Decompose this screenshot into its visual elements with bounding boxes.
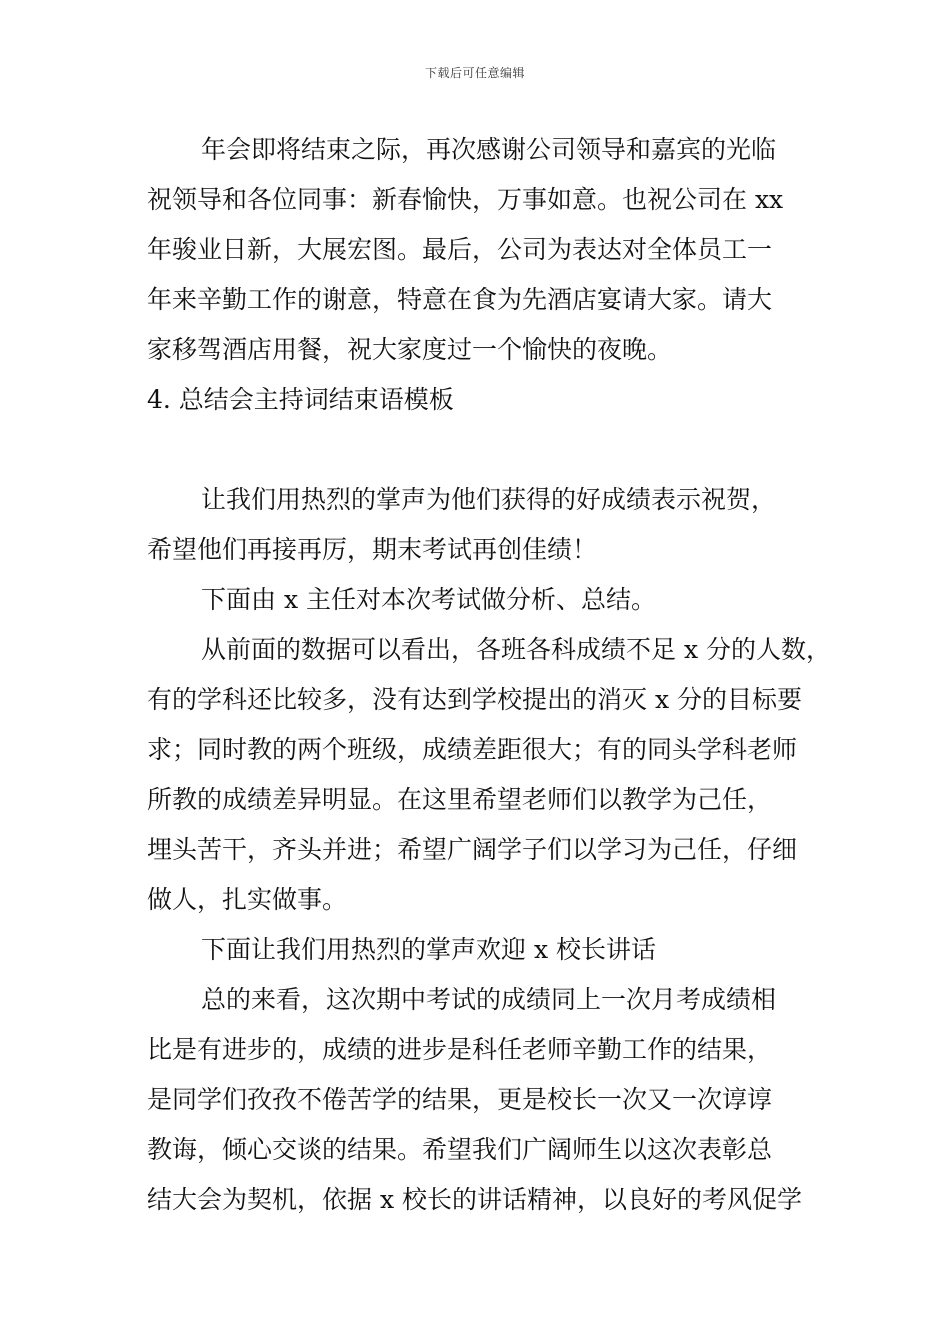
text-line: 年会即将结束之际，再次感谢公司领导和嘉宾的光临	[201, 135, 777, 164]
text-line: 让我们用热烈的掌声为他们获得的好成绩表示祝贺，	[201, 485, 777, 514]
page-header: 下载后可任意编辑	[424, 66, 525, 80]
text-line: 有的学科还比较多，没有达到学校提出的消灭 x 分的目标要	[147, 685, 802, 714]
text-line: 比是有进步的，成绩的进步是科任老师辛勤工作的结果，	[147, 1035, 773, 1064]
text-line: 下面由 x 主任对本次考试做分析、总结。	[201, 585, 656, 614]
section-heading: 4. 总结会主持词结束语模板	[147, 385, 454, 414]
text-line: 所教的成绩差异明显。在这里希望老师们以教学为己任，	[147, 785, 773, 814]
document-body	[147, 125, 831, 1225]
text-line: 是同学们孜孜不倦苦学的结果，更是校长一次又一次谆谆	[147, 1085, 773, 1114]
text-line: 年来辛勤工作的谢意，特意在食为先酒店宴请大家。请大	[147, 285, 773, 314]
text-line: 教诲，倾心交谈的结果。希望我们广阔师生以这次表彰总	[147, 1135, 773, 1164]
blank-line	[147, 425, 827, 475]
text-line: 结大会为契机，依据 x 校长的讲话精神，以良好的考风促学	[147, 1185, 802, 1214]
text-line: 下面让我们用热烈的掌声欢迎 x 校长讲话	[201, 935, 656, 964]
text-line: 求；同时教的两个班级，成绩差距很大；有的同头学科老师	[147, 735, 798, 764]
text-line: 家移驾酒店用餐，祝大家度过一个愉快的夜晚。	[147, 335, 673, 364]
text-line: 希望他们再接再厉，期末考试再创佳绩！	[147, 535, 598, 564]
text-line: 埋头苦干，齐头并进；希望广阔学子们以学习为己任，仔细	[147, 835, 798, 864]
text-line: 做人，扎实做事。	[147, 885, 348, 914]
text-line: 从前面的数据可以看出，各班各科成绩不足 x 分的人数，	[201, 635, 831, 664]
text-line: 总的来看，这次期中考试的成绩同上一次月考成绩相	[201, 985, 777, 1014]
text-line: 年骏业日新，大展宏图。最后，公司为表达对全体员工一	[147, 235, 773, 264]
text-line: 祝领导和各位同事：新春愉快，万事如意。也祝公司在 xx	[147, 185, 784, 214]
